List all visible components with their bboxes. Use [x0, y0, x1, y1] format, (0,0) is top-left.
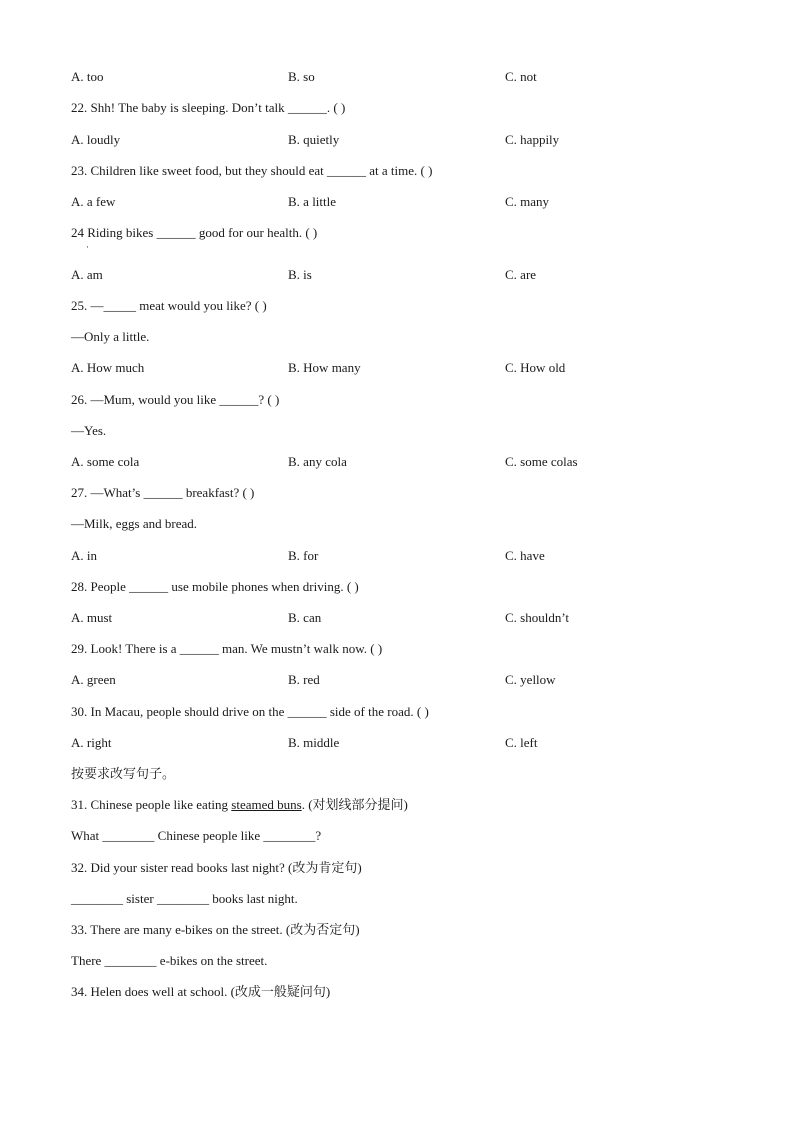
option-c: C. happily — [505, 132, 560, 147]
q28-options — [71, 610, 721, 626]
q27-answer-line: —Milk, eggs and bread. — [71, 516, 198, 531]
option-a: A. some cola — [71, 454, 140, 469]
option-c: C. yellow — [505, 672, 556, 687]
option-a: A. right — [71, 735, 112, 750]
option-c: C. shouldn’t — [505, 610, 570, 625]
option-c: C. How old — [505, 360, 566, 375]
q23-options — [71, 194, 721, 210]
option-b: B. any cola — [288, 454, 347, 469]
q27-options — [71, 548, 721, 564]
q29-options — [71, 672, 721, 688]
option-a: A. green — [71, 672, 116, 687]
option-c: C. are — [505, 267, 537, 282]
q24-options — [71, 267, 721, 283]
option-c: C. not — [505, 69, 537, 84]
option-a: A. in — [71, 548, 97, 563]
question-28: 28. People ______ use mobile phones when driving. ( ) — [71, 579, 359, 594]
option-b: B. can — [288, 610, 322, 625]
stray-dot: · — [86, 242, 89, 252]
option-a: A. must — [71, 610, 113, 625]
q31-post: . (对划线部分提问) — [301, 797, 408, 812]
q31-pre: 31. Chinese people like eating — [71, 797, 232, 812]
q31-underlined: steamed buns — [231, 797, 302, 812]
question-29: 29. Look! There is a ______ man. We mustn’t walk now. ( ) — [71, 641, 383, 656]
option-a: A. loudly — [71, 132, 121, 147]
option-b: B. red — [288, 672, 320, 687]
q25-answer-line: —Only a little. — [71, 329, 150, 344]
q26-answer-line: —Yes. — [71, 423, 107, 438]
q21-options — [71, 69, 721, 85]
option-a: A. am — [71, 267, 103, 282]
option-c: C. have — [505, 548, 545, 563]
option-b: B. for — [288, 548, 319, 563]
question-26: 26. —Mum, would you like ______? ( ) — [71, 392, 280, 407]
option-a: A. a few — [71, 194, 116, 209]
option-b: B. is — [288, 267, 312, 282]
option-b: B. How many — [288, 360, 361, 375]
q26-options — [71, 454, 721, 470]
q33-answer-line: There ________ e-bikes on the street. — [71, 953, 268, 968]
option-b: B. quietly — [288, 132, 340, 147]
option-c: C. some colas — [505, 454, 578, 469]
section-heading-rewrite: 按要求改写句子。 — [71, 766, 176, 781]
option-c: C. many — [505, 194, 550, 209]
question-25: 25. —_____ meat would you like? ( ) — [71, 298, 267, 313]
option-a: A. too — [71, 69, 104, 84]
question-22: 22. Shh! The baby is sleeping. Don’t talk ______. ( ) — [71, 100, 346, 115]
question-31 — [71, 797, 408, 813]
q25-options — [71, 360, 721, 376]
option-c: C. left — [505, 735, 538, 750]
question-34: 34. Helen does well at school. (改成一般疑问句) — [71, 984, 331, 999]
q30-options — [71, 735, 721, 751]
q22-options — [71, 132, 721, 148]
q31-answer-line: What ________ Chinese people like ________? — [71, 828, 322, 843]
option-a: A. How much — [71, 360, 145, 375]
q32-answer-line: ________ sister ________ books last night. — [71, 891, 298, 906]
option-b: B. so — [288, 69, 315, 84]
question-30: 30. In Macau, people should drive on the ______ side of the road. ( ) — [71, 704, 429, 719]
question-33: 33. There are many e-bikes on the street. (改为否定句) — [71, 922, 360, 937]
question-23: 23. Children like sweet food, but they should eat ______ at a time. ( ) — [71, 163, 433, 178]
option-b: B. middle — [288, 735, 340, 750]
question-32: 32. Did your sister read books last night? (改为肯定句) — [71, 860, 362, 875]
option-b: B. a little — [288, 194, 337, 209]
question-24: 24 Riding bikes ______ good for our health. ( ) — [71, 225, 318, 240]
question-27: 27. —What’s ______ breakfast? ( ) — [71, 485, 255, 500]
